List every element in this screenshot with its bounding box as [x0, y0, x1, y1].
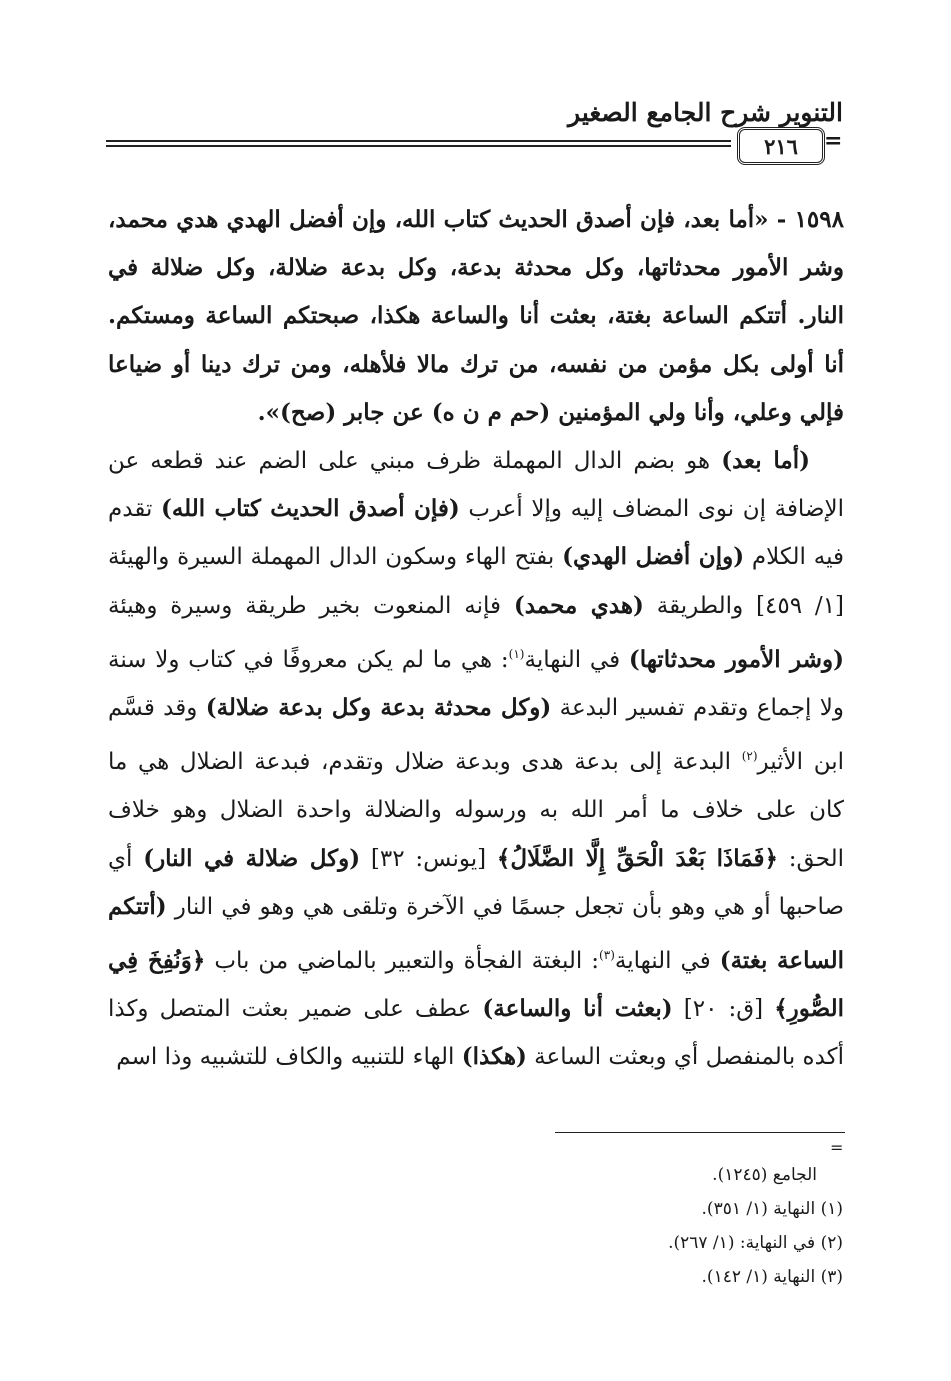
- commentary-lemma: (أتتكم الساعة بغتة): [108, 892, 845, 975]
- commentary-text: [108, 437, 844, 1082]
- footnotes: [668, 1158, 843, 1294]
- commentary-lemma: (أما بعد): [721, 447, 811, 475]
- commentary-lemma: (فإن أصدق الحديث كتاب الله): [160, 495, 460, 523]
- commentary-lemma: (هدي محمد): [513, 591, 644, 619]
- commentary-lemma: (وشر الأمور محدثاتها): [628, 645, 844, 673]
- commentary-gloss: في النهاية: [524, 646, 629, 673]
- footnote-source: الجامع (١٢٤٥).: [712, 1165, 817, 1185]
- hadith-text: ١٥٩٨ - «أما بعد، فإن أصدق الحديث كتاب الله، وإن أفضل الهدي هدي محمد، وشر الأمور محدثاتها، وكل محدثة بدعة، وكل بدعة ضلالة، وكل ضلالة في النار. أتتكم الساعة بغتة، بعثت أنا والساعة هكذا، صبحتكم الساعة ومستكم. أنا أولى بكل مؤمن من نفسه، من ترك مالا فلأهله، ومن ترك دينا أو ضياعا فإلي وعلي، وأنا ولي المؤمنين (حم م ن ه) عن جابر (صح)».: [108, 206, 844, 426]
- commentary-lemma: (بعثت أنا والساعة): [482, 995, 673, 1023]
- quran-quote: ﴿وَنُفِخَ فِي الصُّورِ﴾: [108, 947, 844, 1023]
- quran-quote: ﴿فَمَاذَا بَعْدَ الْحَقِّ إِلَّا الضَّلَالُ﴾: [496, 844, 778, 872]
- quran-citation: [ق: ٢٠]: [672, 996, 775, 1023]
- commentary-lemma: (وكل ضلالة في النار): [143, 844, 361, 872]
- commentary-lemma: (وإن أفضل الهدي): [562, 543, 745, 571]
- commentary-lemma: (وكل محدثة بدعة وكل بدعة ضلالة): [205, 694, 552, 722]
- commentary-gloss: وقد قسَّم ابن الأثير: [108, 695, 844, 776]
- commentary-lemma: (هكذا): [461, 1043, 527, 1071]
- commentary-gloss: بفتح الهاء وسكون الدال المهملة السيرة والهيئة [١/ ٤٥٩] والطريقة: [108, 544, 845, 619]
- commentary-gloss: : هي ما لم يكن معروفًا في كتاب ولا سنة ولا إجماع وتقدم تفسير البدعة: [108, 646, 844, 722]
- footnote-ref-3: (٣): [599, 948, 615, 963]
- page-number-box: [737, 127, 825, 165]
- commentary-gloss: فإنه المنعوت بخير طريقة وسيرة وهيئة: [108, 592, 514, 619]
- commentary-gloss: الهاء للتنبيه والكاف للتشبيه وذا اسم: [116, 1044, 462, 1071]
- commentary-gloss: أي صاحبها أو هي وهو بأن تجعل جسمًا في الآخرة وتلقى هي وهو في النار: [108, 845, 844, 920]
- footnote-ref-1: (١): [508, 646, 525, 661]
- footnote-ref-2: (٢): [741, 749, 758, 764]
- commentary-gloss: عطف على ضمير بعثت المتصل وكذا أكده بالمنفصل أي وبعثت الساعة: [108, 996, 844, 1071]
- quran-citation: [يونس: ٣٢]: [360, 845, 497, 872]
- footnote-2: (٢) في النهاية: (١/ ٢٦٧).: [668, 1233, 843, 1253]
- header-continuation-mark: =: [824, 128, 843, 154]
- commentary-gloss: تقدم فيه الكلام: [108, 496, 845, 571]
- footnote-1: (١) النهاية (١/ ٣٥١).: [701, 1199, 843, 1219]
- footnote-3: (٣) النهاية (١/ ١٤٢).: [701, 1267, 843, 1287]
- page-number: ٢١٦: [764, 133, 798, 159]
- commentary-gloss: هو بضم الدال المهملة ظرف مبني على الضم عند قطعه عن الإضافة إن نوى المضاف إليه وإلا أعرب: [108, 448, 844, 523]
- commentary-gloss: البدعة إلى بدعة هدى وبدعة ضلال وتقدم، فبدعة الضلال هي ما كان على خلاف ما أمر الله به ورسوله والضلالة واحدة الضلال وهو خلاف الحق:: [108, 749, 844, 872]
- commentary-gloss: في النهاية: [614, 948, 720, 975]
- footnote-rule: [555, 1132, 845, 1133]
- header-rule: [106, 140, 731, 147]
- running-head-title: التنوير شرح الجامع الصغير: [568, 98, 843, 127]
- commentary-gloss: : البغتة الفجأة والتعبير بالماضي من باب: [205, 948, 600, 975]
- footnote-continuation-mark: =: [830, 1138, 844, 1157]
- main-text: [108, 196, 844, 1082]
